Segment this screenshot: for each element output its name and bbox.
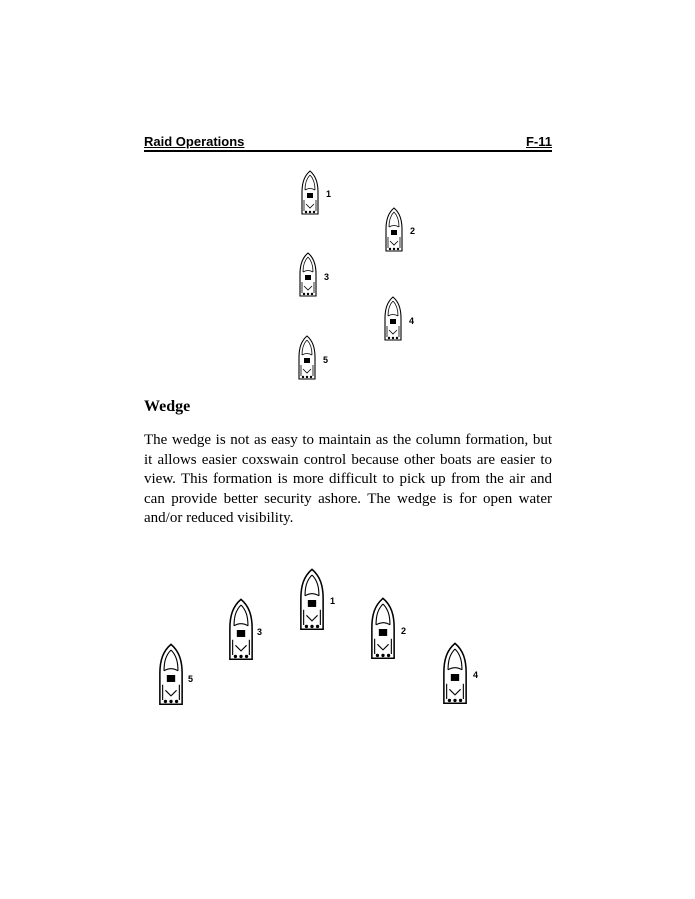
body-paragraph: The wedge is not as easy to maintain as the column formation, but it allows easier coxswain control because other boats are easier to view. This formation is more difficult to pick up from the air and can provide better security ashore. The wedge is for open water and/or reduced visibility. [144, 432, 552, 526]
boat-label: 1 [330, 596, 336, 606]
boat-icon [300, 170, 320, 216]
boat-label: 5 [323, 355, 329, 365]
page-number: F-11 [525, 134, 552, 149]
boat-icon [384, 207, 404, 253]
boat-label: 4 [473, 670, 479, 680]
boat-icon [383, 296, 403, 342]
boat-icon [298, 252, 318, 298]
boat-icon [298, 568, 326, 632]
section-title: Raid Operations [144, 134, 245, 149]
boat-icon [227, 598, 255, 662]
boat-label: 3 [257, 627, 263, 637]
boat-label: 1 [326, 189, 332, 199]
boat-icon [157, 643, 185, 707]
boat-label: 3 [324, 272, 330, 282]
page-header [144, 135, 552, 152]
boat-label: 2 [410, 226, 416, 236]
boat-icon [369, 597, 397, 661]
boat-label: 2 [401, 626, 407, 636]
boat-label: 4 [409, 316, 415, 326]
boat-icon [441, 642, 469, 706]
section-heading: Wedge [144, 398, 191, 415]
boat-icon [297, 335, 317, 381]
boat-label: 5 [188, 674, 194, 684]
